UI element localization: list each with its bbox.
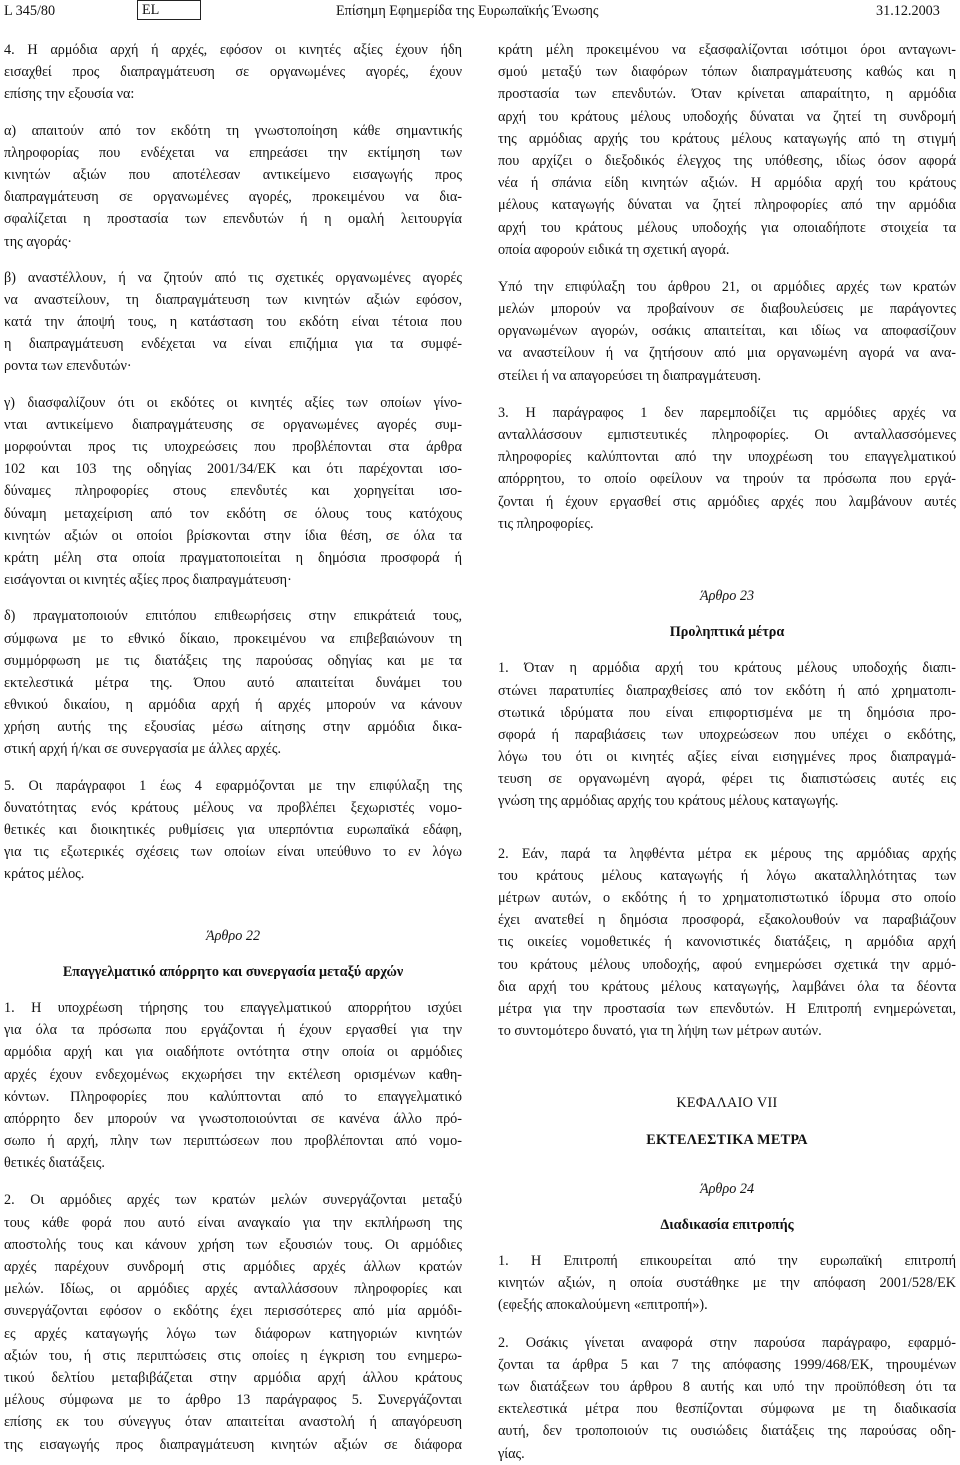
article-22-paragraph-2 xyxy=(4,1189,462,1455)
text-line: διαπραγμάτευση σε οργανωμένες αγορές, προκειμένου να δια- xyxy=(4,189,462,206)
chapter-title: ΕΚΤΕΛΕΣΤΙΚΑ ΜΕΤΡΑ xyxy=(646,1131,808,1148)
article-23-title: Προληπτικά μέτρα xyxy=(669,624,785,641)
text-line: 2. Εάν, παρά τα ληφθέντα μέτρα εκ μέρους της αρμόδιας αρχής xyxy=(498,845,956,862)
item-b xyxy=(4,267,462,378)
text-line: για όλα τα πρόσωπα που εργάζονται ή έχουν εργασθεί για την xyxy=(4,1022,462,1039)
text-line: γ) διασφαλίζουν ότι οι εκδότες οι κινητές αξίες των οποίων γίνο- xyxy=(4,394,462,411)
text-line: (εφεξής αποκαλούμενη «επιτροπή»). xyxy=(498,1297,708,1314)
text-line: β) αναστέλλουν, ή να ζητούν από τις σχετικές οργανωμένες αγορές xyxy=(4,269,462,286)
article-23-label: Άρθρο 23 xyxy=(699,587,755,604)
text-line: μέτρα για την προστασία των επενδυτών. Η Επιτροπή ενημερώνεται, xyxy=(498,1000,956,1017)
text-line: αρχές έχουν ενδεχομένως εκχωρήσει την εκτέλεση ορισμένων καθη- xyxy=(4,1066,462,1083)
text-line: μορφούνται προς τις υποχρεώσεις που προβλέπονται στα άρθρα xyxy=(4,439,462,455)
text-line: τευση σε οργανωμένη αγορά, φέρει τις διαπιστώσεις αυτές εις xyxy=(498,771,956,788)
text-line: της εισαγωγής προς διαπραγμάτευση κινητών αξιών σε διάφορα xyxy=(4,1436,462,1453)
text-line: νέα ή σπάνια είδη κινητών αξιών. Η αρμόδια αρχή του κράτους xyxy=(498,175,956,192)
article-22-title: Επαγγελματικό απόρρητο και συνεργασία μεταξύ αρχών xyxy=(62,963,404,980)
chapter-label: ΚΕΦΑΛΑΙΟ VII xyxy=(676,1095,778,1112)
text-line: 1. Όταν η αρμόδια αρχή του κράτους μέλους υποδοχής διαπι- xyxy=(498,660,956,677)
text-line: 5. Οι παράγραφοι 1 έως 4 εφαρμόζονται με την επιφύλαξη της xyxy=(4,777,462,794)
right-column xyxy=(498,39,956,1465)
text-line: της αγοράς· xyxy=(4,233,72,250)
page-number: L 345/80 xyxy=(4,3,56,19)
text-line: έχει ανατεθεί η δημόσια προσφορά, εξακολουθούν να παραβιάζουν xyxy=(498,912,956,929)
text-line: κράτη μέλη στα οποία πραγματοποιείται η δημόσια προσφορά ή xyxy=(4,549,462,566)
text-line: εκτελεστικά μέτρα που θεσπίζονται σύμφωνα με τη διαδικασία xyxy=(498,1401,956,1418)
text-line: στωτικά ιδρύματα που είναι επιφορτισμένα με τη δημόσια προ- xyxy=(498,704,956,721)
text-line: συμμόρφωση με τις διατάξεις της παρούσας οδηγίας και με τα xyxy=(4,652,462,669)
text-line: οργανωμένων αγορών, οσάκις απαιτείται, και ιδίως να αποφασίζουν xyxy=(498,323,956,340)
text-line: δύναμες πληροφορίες στους επενδυτές και χορηγείται ισο- xyxy=(4,483,462,500)
text-line: μέλους σύμφωνα με το άρθρο 13 παράγραφος 5. Συνεργάζονται xyxy=(4,1392,462,1409)
text-line: εισάγονται οι κινητές αξίες προς διαπραγμάτευση· xyxy=(4,572,292,589)
text-line: η διαπραγμάτευση ενδέχεται να είναι επιζήμια για τα συμφέ- xyxy=(4,336,462,353)
article-24-paragraph-2 xyxy=(498,1332,956,1465)
text-line: ροντα των επενδυτών· xyxy=(4,358,132,375)
text-line: εκτελεστικά μέτρα της. Όπου αυτό απαιτείται δυνάμει του xyxy=(4,674,462,691)
article-23-paragraph-1 xyxy=(498,657,956,812)
text-line: επίσης εκ του σύνεγγυς όταν απαιτείται αναστολή ή απαγόρευση xyxy=(4,1414,462,1431)
text-line: συνεργάζονται εφόσον ο εκδότης έχει περισσότερες από μία αρμόδι- xyxy=(4,1303,462,1320)
text-line: κινητών αξιών οι οποίοι βρίσκονται στην ίδια θέση, σε όλα τα xyxy=(4,527,462,544)
text-line: ζονται τα άρθρα 5 και 7 της απόφασης 1999/468/ΕΚ, τηρουμένων xyxy=(498,1356,956,1373)
text-line: σφαλίζεται η προστασία των επενδυτών ή η ομαλή λειτουργία xyxy=(4,211,462,228)
text-line: πληροφορίες καλύπτονται από την υποχρέωση του επαγγελματικού xyxy=(498,449,956,466)
text-line: απόρρητου, το οποίο οφείλουν να τηρούν τα πρόσωπα που εργά- xyxy=(498,471,956,488)
text-line: πληροφορίας που ενδέχεται να επηρεάσει την εκτίμηση των xyxy=(4,144,462,161)
text-line: δ) πραγματοποιούν επιτόπου επιθεωρήσεις στην επικράτειά τους, xyxy=(4,608,462,625)
text-line: αυτή, δεν τροποποιούν τις ουσιώδεις διατάξεις της παρούσας οδη- xyxy=(498,1423,956,1440)
text-line: λόγω του ότι οι κινητές αξίες είναι εισηγμένες προς διαπραγμά- xyxy=(498,749,956,766)
text-line: ες αρχές καταγωγής λόγω των διάφορων κατηγοριών κινητών xyxy=(4,1325,462,1342)
left-column xyxy=(4,39,462,1456)
text-line: αρχή του κράτους μέλους υποδοχής για οποιαδήποτε στοιχεία τα xyxy=(498,219,956,236)
paragraph-5 xyxy=(4,775,462,886)
article-24-title: Διαδικασία επιτροπής xyxy=(660,1216,794,1233)
text-line: να αναστείλουν, τη διαπραγμάτευση των κινητών αξιών εφόσον, xyxy=(4,291,462,308)
text-line: αξιών του, ή στις περιπτώσεις στις οποίες η έγκριση του ενημερω- xyxy=(4,1347,462,1364)
article-24-label: Άρθρο 24 xyxy=(699,1180,755,1197)
text-line: μελών μπορούν να προβαίνουν σε διαβουλεύσεις με παράγοντες xyxy=(498,301,956,318)
text-line: σμού μεταξύ των διαφόρων τόπων διαπραγμάτευσης καθώς και η xyxy=(498,64,956,81)
text-line: εθνικού δικαίου, η αρμόδια αρχή ή αρχές μπορούν να κάνουν xyxy=(4,697,462,714)
text-line: θετικές και διοικητικές ρυθμίσεις για υπερπόντια ευρωπαϊκά εδάφη, xyxy=(4,822,462,838)
article-23-paragraph-2 xyxy=(498,843,956,1043)
text-line: τις πληροφορίες. xyxy=(498,515,594,532)
text-line: να αναστείλουν ή να ζητήσουν από μια οργανωμένη αγορά να ανα- xyxy=(498,345,956,362)
text-line: τις οικείες νομοθετικές ή κανονιστικές διατάξεις, η αρμόδια αρχή xyxy=(498,934,956,951)
paragraph-article-21 xyxy=(498,276,956,387)
language-code-box: EL xyxy=(137,0,201,20)
text-line: α) απαιτούν από τον εκδότη τη γνωστοποίηση κάθε σημαντικής xyxy=(4,122,462,139)
text-line: μέλους καταγωγής δύναται να ζητεί πληροφορίες από την αρμόδια xyxy=(498,197,956,214)
text-line: αρχή του κράτους μέλους υποδοχής δύναται να ζητεί τη συνδρομή xyxy=(498,108,956,125)
text-line: του κράτους μέλους υποδοχής, αφού ενημερώσει σχετικά την αρμό- xyxy=(498,956,956,973)
text-line: των διατάξεων του άρθρου 8 αυτής και υπό την προϋπόθεση ότι τα xyxy=(498,1379,956,1395)
text-line: κατά την άποψή τους, η κατάσταση του εκδότη είναι τέτοια που xyxy=(4,314,462,331)
text-line: γίας. xyxy=(498,1445,525,1462)
text-line: αρμόδια αρχή και για οιαδήποτε οντότητα στην οποία οι αρμόδιες xyxy=(4,1044,462,1061)
text-line: 1. Η Επιτροπή επικουρείται από την ευρωπαϊκή επιτροπή xyxy=(498,1253,956,1270)
text-line: το συντομότερο δυνατό, για τη λήψη των μέτρων αυτών. xyxy=(498,1023,822,1040)
text-line: θετικές διατάξεις. xyxy=(4,1155,105,1172)
text-line: δύναμη μεταχείριση από τον εκδότη σε όλους τους κατόχους xyxy=(4,505,462,522)
text-line: αποστολής τους και κάνουν χρήση των εξουσιών τους. Οι αρμόδιες xyxy=(4,1236,462,1253)
text-line: του κράτους μέλους καταγωγής ή λόγω ακαταλληλότητας των xyxy=(498,867,956,884)
article-22-paragraph-1 xyxy=(4,997,462,1175)
text-line: τους κάθε φορά που αυτό είναι αναγκαίο για την εκπλήρωση της xyxy=(4,1214,462,1231)
text-line: στώνει παρατυπίες διαπραχθείσες από τον εκδότη ή από χρηματοπι- xyxy=(498,682,956,699)
text-line: εισαχθεί προς διαπραγμάτευση σε οργανωμένες αγορές, έχουν xyxy=(4,64,462,81)
text-line: της αρμόδιας αρχής του κράτους μέλους καταγωγής από τη στιγμή xyxy=(498,130,956,147)
text-line: Υπό την επιφύλαξη του άρθρου 21, οι αρμόδιες αρχές των κρατών xyxy=(498,278,956,295)
text-line: δια αρχή του κράτους μέλους καταγωγής, λαμβάνει όλα τα δέοντα xyxy=(498,978,956,995)
publication-date: 31.12.2003 xyxy=(876,3,940,19)
text-line: μέτρων αυτών, ο εκδότης ή το χρηματοπιστωτικό ίδρυμα στο οποίο xyxy=(498,890,956,906)
item-d xyxy=(4,605,462,760)
text-line: χρήση αυτής της εξουσίας μέσω αίτησης στην αρμόδια δικα- xyxy=(4,719,462,736)
item-c xyxy=(4,392,462,592)
text-line: σωπο ή αρχή, πλην των περιπτώσεων που προβλέπονται από νομο- xyxy=(4,1133,462,1150)
text-line: κινητών αξιών που αποτέλεσαν αντικείμενο εισαγωγής προς xyxy=(4,166,462,183)
article-24-paragraph-1 xyxy=(498,1250,956,1317)
text-line: 3. Η παράγραφος 1 δεν παρεμποδίζει τις αρμόδιες αρχές να xyxy=(498,404,956,421)
text-line: 102 και 103 της οδηγίας 2001/34/ΕΚ και ότι παρέχονται ισο- xyxy=(4,461,462,478)
article-22-label: Άρθρο 22 xyxy=(205,927,261,944)
text-line: γνώση της αρμόδιας αρχής του κράτους μέλους καταγωγής. xyxy=(498,793,839,810)
text-line: 2. Οι αρμόδιες αρχές των κρατών μελών συνεργάζονται μεταξύ xyxy=(4,1192,462,1209)
text-line: στική αρχή ή/και σε συνεργασία με άλλες αρχές. xyxy=(4,741,282,758)
text-line: κράτος μέλος. xyxy=(4,866,85,883)
text-line: μελών. Ιδίως, οι αρμόδιες αρχές ανταλλάσσουν πληροφορίες και xyxy=(4,1281,462,1298)
text-line: στείλει ή να απαγορεύσει τη διαπραγμάτευση. xyxy=(498,367,761,384)
text-line: που αρχίζει ο διεξοδικός έλεγχος της υπόθεσης, ιδίως όσον αφορά xyxy=(498,152,956,169)
text-line: για τις εξωτερικές σχέσεις των οποίων είναι υπεύθυνο το εν λόγω xyxy=(4,844,462,861)
text-line: ανταλλάσσουν εμπιστευτικές πληροφορίες. Οι ανταλλασσόμενες xyxy=(498,427,956,443)
paragraph-4 xyxy=(4,39,462,106)
text-line: σφορά ή παραβιάσεις των υποχρεώσεων που υπέχει ο εκδότης, xyxy=(498,726,956,743)
text-line: αρχές παρέχουν συνδρομή στις αρμόδιες αρχές άλλων κρατών xyxy=(4,1259,462,1275)
text-line: κινητών αξιών, η οποία συστάθηκε με την απόφαση 2001/528/ΕΚ xyxy=(498,1275,956,1292)
journal-title: Επίσημη Εφημερίδα της Ευρωπαϊκής Ένωσης xyxy=(336,3,599,19)
text-line: κόντων. Πληροφορίες που καλύπτονται από το επαγγελματικό xyxy=(4,1088,462,1105)
text-line: οποία αφορούν ειδικά τη σχετική αγορά. xyxy=(498,241,730,258)
text-line: επίσης την εξουσία να: xyxy=(4,86,135,103)
text-line: ζονται ή έχουν εργασθεί στις αρμόδιες αρχές που λαμβάνουν αυτές xyxy=(498,493,956,510)
text-line: δυνατότητας ενός κράτους μέλους να προβλέπει ξεχωριστές νομο- xyxy=(4,799,462,816)
text-line: 4. Η αρμόδια αρχή ή αρχές, εφόσον οι κινητές αξίες έχουν ήδη xyxy=(4,42,462,58)
text-line: νται αντικείμενο διαπραγμάτευσης σε οργανωμένες αγορές συμ- xyxy=(4,416,462,433)
text-line: προστασία των επενδυτών. Όταν κρίνεται απαραίτητο, η αρμόδια xyxy=(498,86,956,103)
text-line: 2. Οσάκις γίνεται αναφορά στην παρούσα παράγραφο, εφαρμό- xyxy=(498,1334,956,1351)
article-22-paragraph-3 xyxy=(498,402,956,535)
text-line: σύμφωνα με το εθνικό δίκαιο, προκειμένου να επιβεβαιώνουν τη xyxy=(4,630,462,647)
text-line: κράτη μέλη προκειμένου να εξασφαλίζονται ισότιμοι όροι ανταγωνι- xyxy=(498,42,956,58)
text-line: 1. Η υποχρέωση τήρησης του επαγγελματικού απορρήτου ισχύει xyxy=(4,999,462,1016)
text-line: απόρρητο δεν μπορούν να γνωστοποιούνται σε κανένα άλλο πρό- xyxy=(4,1110,462,1127)
text-line: τικού δελτίου μεταβιβάζεται στην αρμόδια αρχή άλλου κράτους xyxy=(4,1369,462,1386)
article-22-paragraph-2-continued xyxy=(498,39,956,261)
page-header xyxy=(0,0,960,22)
item-a xyxy=(4,120,462,253)
